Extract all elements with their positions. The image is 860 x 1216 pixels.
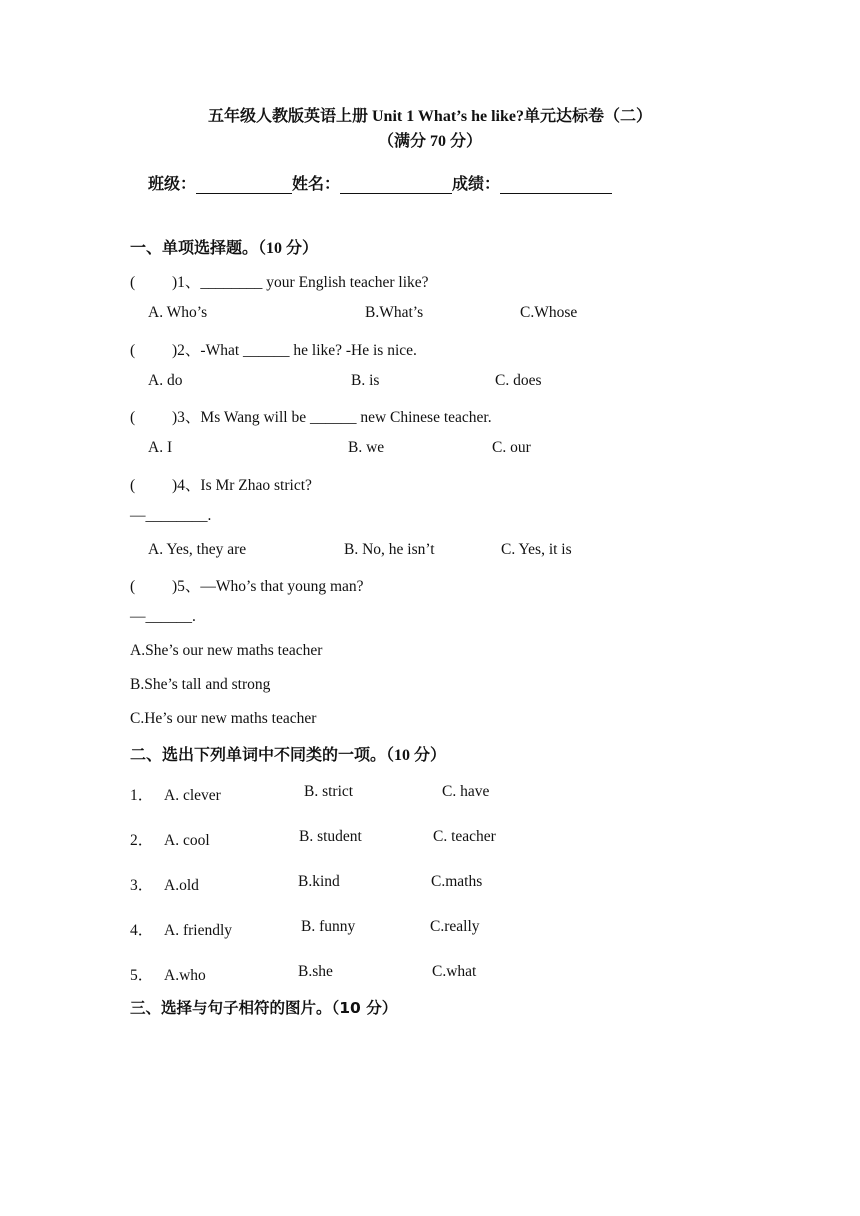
class-label: 班级： xyxy=(148,176,197,193)
q5-option-b: B.She’s tall and strong xyxy=(130,676,271,693)
class-blank[interactable] xyxy=(196,175,292,194)
s2-item-1-option-c: C. have xyxy=(442,783,490,800)
full-score: （满分 70 分） xyxy=(377,133,482,150)
q2-option-b: B. is xyxy=(351,372,380,389)
s2-item-1-option-b: B. strict xyxy=(304,783,354,800)
q4-option-a: A. Yes, they are xyxy=(148,541,247,558)
student-info-row xyxy=(148,171,612,194)
q3-option-a: A. I xyxy=(148,439,173,456)
question-5: ( )5、—Who’s that young man? xyxy=(130,578,364,595)
q1-option-c: C.Whose xyxy=(520,304,578,321)
s2-item-5-option-c: C.what xyxy=(432,963,477,980)
page-title: 五年级人教版英语上册 Unit 1 What’s he like?单元达标卷（二） xyxy=(207,108,653,125)
q4-answer-line: —________. xyxy=(130,507,212,524)
s2-item-4-option-b: B. funny xyxy=(301,918,356,935)
s2-item-2-option-b: B. student xyxy=(299,828,362,845)
s2-item-5-option-b: B.she xyxy=(298,963,333,980)
score-label: 成绩： xyxy=(452,176,501,193)
q1-option-b: B.What’s xyxy=(365,304,424,321)
s2-item-3-option-b: B.kind xyxy=(298,873,340,890)
section3-heading: 三、选择与句子相符的图片。（10 分） xyxy=(130,999,398,1017)
question-3: ( )3、Ms Wang will be ______ new Chinese teacher. xyxy=(130,409,492,426)
s2-item-5: 5． A.who xyxy=(130,967,206,984)
q5-option-c: C.He’s our new maths teacher xyxy=(130,710,317,727)
q3-option-b: B. we xyxy=(348,439,385,456)
question-4: ( )4、Is Mr Zhao strict? xyxy=(130,477,312,494)
q5-option-a: A.She’s our new maths teacher xyxy=(130,642,323,659)
s2-item-3-option-c: C.maths xyxy=(431,873,483,890)
section1-heading: 一、单项选择题。（10 分） xyxy=(130,240,319,257)
q4-option-c: C. Yes, it is xyxy=(501,541,572,558)
s2-item-1: 1． A. clever xyxy=(130,787,221,804)
name-blank[interactable] xyxy=(340,175,452,194)
s2-item-3: 3． A.old xyxy=(130,877,199,894)
question-1: ( )1、________ your English teacher like? xyxy=(130,274,429,291)
s2-item-4: 4． A. friendly xyxy=(130,922,233,939)
s2-item-2: 2． A. cool xyxy=(130,832,210,849)
s2-item-2-option-c: C. teacher xyxy=(433,828,496,845)
section2-heading: 二、选出下列单词中不同类的一项。（10 分） xyxy=(130,747,447,764)
q1-option-a: A. Who’s xyxy=(148,304,208,321)
q2-option-c: C. does xyxy=(495,372,542,389)
q5-answer-line: —______. xyxy=(130,608,196,625)
q4-option-b: B. No, he isn’t xyxy=(344,541,435,558)
score-blank[interactable] xyxy=(500,175,612,194)
q3-option-c: C. our xyxy=(492,439,531,456)
q2-option-a: A. do xyxy=(148,372,183,389)
s2-item-4-option-c: C.really xyxy=(430,918,480,935)
question-2: ( )2、-What ______ he like? -He is nice. xyxy=(130,342,417,359)
name-label: 姓名： xyxy=(292,176,341,193)
